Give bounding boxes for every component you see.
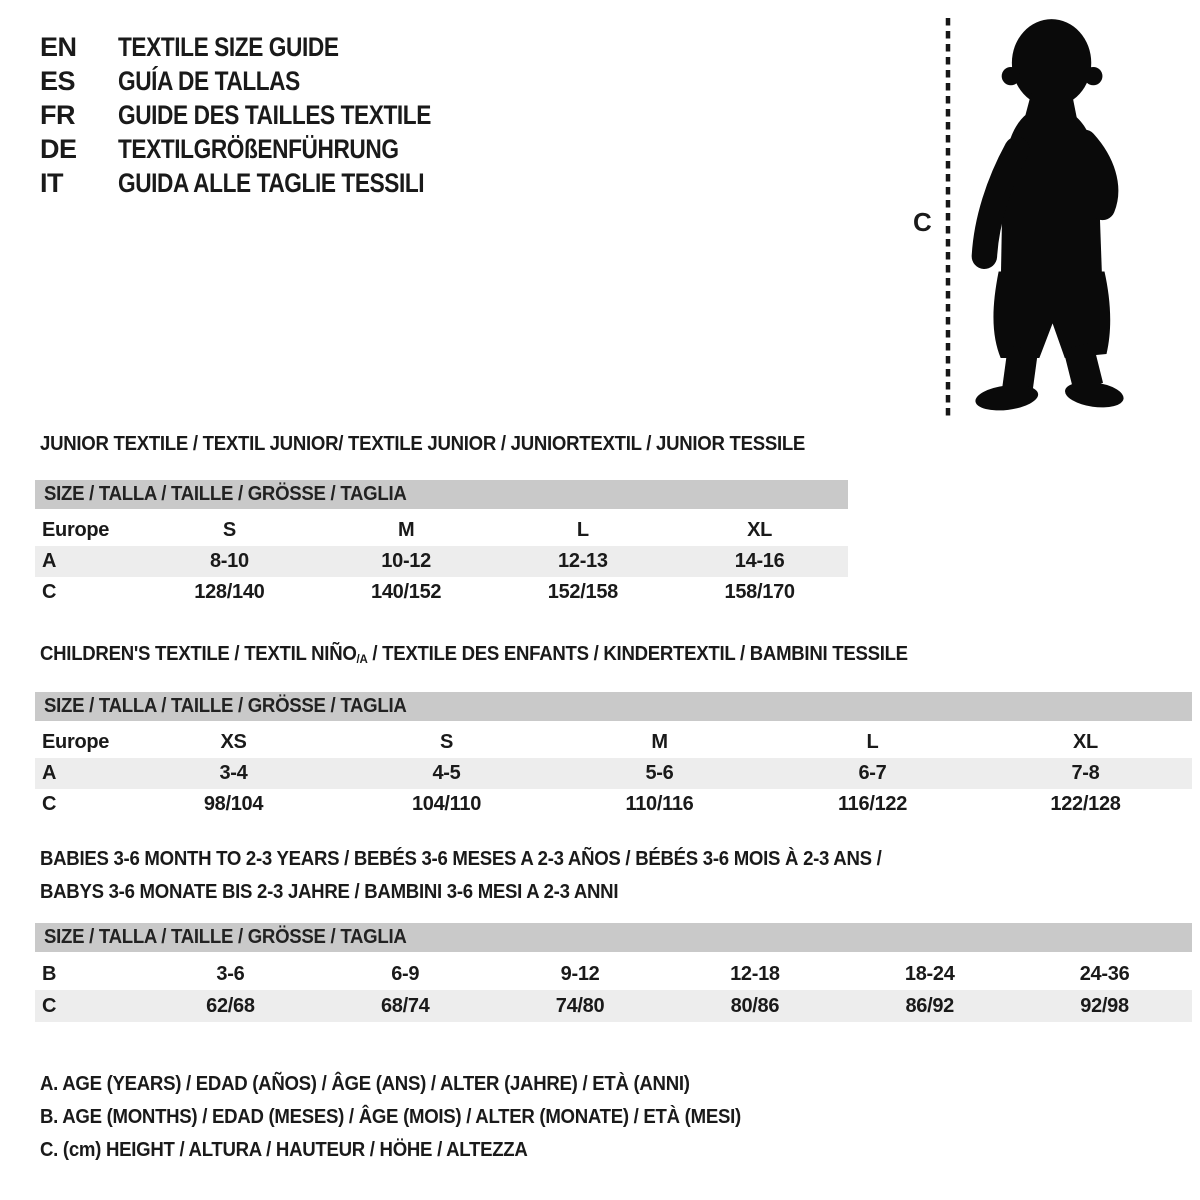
babies-size-table	[35, 958, 1192, 1022]
table-cell: 104/110	[411, 793, 482, 815]
table-cell: 98/104	[203, 793, 264, 815]
table-row-age-months	[35, 958, 1192, 990]
table-cell: 68/74	[380, 994, 430, 1017]
table-cell: 3-6	[216, 962, 245, 985]
table-header-cell: Europe	[42, 519, 110, 541]
table-cell: 86/92	[905, 994, 955, 1017]
language-code: EN	[40, 31, 77, 62]
language-title: TEXTILGRÖßENFÜHRUNG	[118, 133, 399, 164]
language-row-it	[40, 166, 491, 200]
table-cell: 74/80	[555, 994, 605, 1017]
title-subscript: /A	[356, 652, 368, 666]
legend-line-b: B. AGE (MONTHS) / EDAD (MESES) / ÂGE (MOIS) / ALTER (MONATE) / ETÀ (MESI)	[40, 1106, 741, 1128]
junior-size-table	[35, 515, 848, 608]
legend-line-c: C. (cm) HEIGHT / ALTURA / HAUTEUR / HÖHE / ALTEZZA	[40, 1139, 528, 1161]
section-children-textile	[35, 643, 1192, 820]
row-label: C	[42, 994, 57, 1017]
table-cell: 158/170	[724, 581, 795, 603]
table-row-height	[35, 577, 848, 608]
table-cell: 92/98	[1080, 994, 1129, 1017]
toddler-silhouette-icon	[963, 12, 1133, 414]
table-cell: 116/122	[837, 793, 908, 815]
table-row-height	[35, 990, 1192, 1022]
language-row-es	[40, 64, 491, 98]
table-header-cell: XL	[1073, 731, 1098, 753]
table-cell: 4-5	[432, 762, 461, 784]
legend-line-a: A. AGE (YEARS) / EDAD (AÑOS) / ÂGE (ANS) / ALTER (JAHRE) / ETÀ (ANNI)	[40, 1073, 690, 1095]
table-row-age	[35, 758, 1192, 789]
height-measure-label: C	[913, 207, 932, 237]
table-cell: 62/68	[206, 994, 255, 1017]
language-title: GUIDE DES TAILLES TEXTILE	[118, 99, 431, 130]
table-cell: 18-24	[904, 962, 955, 985]
table-cell: 128/140	[194, 581, 265, 603]
row-label: C	[42, 581, 57, 603]
measurement-legend	[40, 1068, 794, 1167]
table-header-cell: XL	[747, 519, 773, 541]
table-cell: 6-7	[858, 762, 887, 784]
table-cell: 10-12	[381, 550, 431, 572]
row-label: B	[42, 962, 57, 985]
table-row-height	[35, 789, 1192, 820]
table-header-cell: S	[439, 731, 454, 753]
table-cell: 6-9	[391, 962, 420, 985]
table-cell: 3-4	[219, 762, 248, 784]
table-header-row	[35, 727, 1192, 758]
language-code: ES	[40, 65, 76, 96]
row-label: A	[42, 762, 57, 784]
table-header-cell: M	[651, 731, 668, 753]
table-cell: 12-13	[558, 550, 608, 572]
table-cell: 152/158	[547, 581, 618, 603]
section-junior-textile	[35, 433, 848, 608]
table-cell: 5-6	[645, 762, 674, 784]
language-title: TEXTILE SIZE GUIDE	[118, 31, 339, 62]
language-code: DE	[40, 133, 77, 164]
size-band: SIZE / TALLA / TAILLE / GRÖSSE / TAGLIA	[35, 923, 1192, 952]
row-label: C	[42, 793, 57, 815]
language-title-list	[40, 30, 491, 200]
size-band: SIZE / TALLA / TAILLE / GRÖSSE / TAGLIA	[35, 692, 1192, 721]
table-header-cell: M	[397, 519, 415, 541]
table-cell: 110/116	[625, 793, 694, 815]
size-band: SIZE / TALLA / TAILLE / GRÖSSE / TAGLIA	[35, 480, 848, 509]
section-title: CHILDREN'S TEXTILE / TEXTIL NIÑO/A / TEXTILE DES ENFANTS / KINDERTEXTIL / BAMBINI TESSILE	[40, 643, 908, 666]
children-size-table	[35, 727, 1192, 820]
table-cell: 8-10	[209, 550, 249, 572]
table-cell: 122/128	[1050, 793, 1121, 815]
table-header-cell: Europe	[42, 731, 110, 753]
language-row-en	[40, 30, 491, 64]
table-cell: 80/86	[730, 994, 780, 1017]
table-cell: 140/152	[371, 581, 442, 603]
table-header-row	[35, 515, 848, 546]
table-cell: 14-16	[734, 550, 785, 572]
language-code: FR	[40, 99, 75, 130]
section-title: BABIES 3-6 MONTH TO 2-3 YEARS / BEBÉS 3-6 MESES A 2-3 AÑOS / BÉBÉS 3-6 MOIS À 2-3 ANS / BABYS 3-6 MONATE BIS 2-3 JAHRE / BAMBINI 3-6 MESI A 2-3 ANNI	[40, 848, 882, 903]
language-code: IT	[40, 167, 63, 198]
table-header-cell: L	[576, 519, 589, 541]
table-cell: 12-18	[730, 962, 780, 985]
language-row-de	[40, 132, 491, 166]
section-babies-textile	[35, 848, 1192, 1022]
height-measure-dashed-line	[944, 16, 952, 418]
language-row-fr	[40, 98, 491, 132]
row-label: A	[42, 550, 57, 572]
table-cell: 9-12	[560, 962, 600, 985]
section-title: JUNIOR TEXTILE / TEXTIL JUNIOR/ TEXTILE JUNIOR / JUNIORTEXTIL / JUNIOR TESSILE	[40, 433, 806, 455]
table-cell: 7-8	[1071, 762, 1100, 784]
table-header-cell: L	[866, 731, 879, 753]
language-title: GUIDA ALLE TAGLIE TESSILI	[118, 167, 425, 198]
table-row-age	[35, 546, 848, 577]
table-header-cell: S	[222, 519, 236, 541]
table-header-cell: XS	[220, 731, 247, 753]
language-title: GUÍA DE TALLAS	[118, 65, 300, 96]
table-cell: 24-36	[1079, 962, 1130, 985]
